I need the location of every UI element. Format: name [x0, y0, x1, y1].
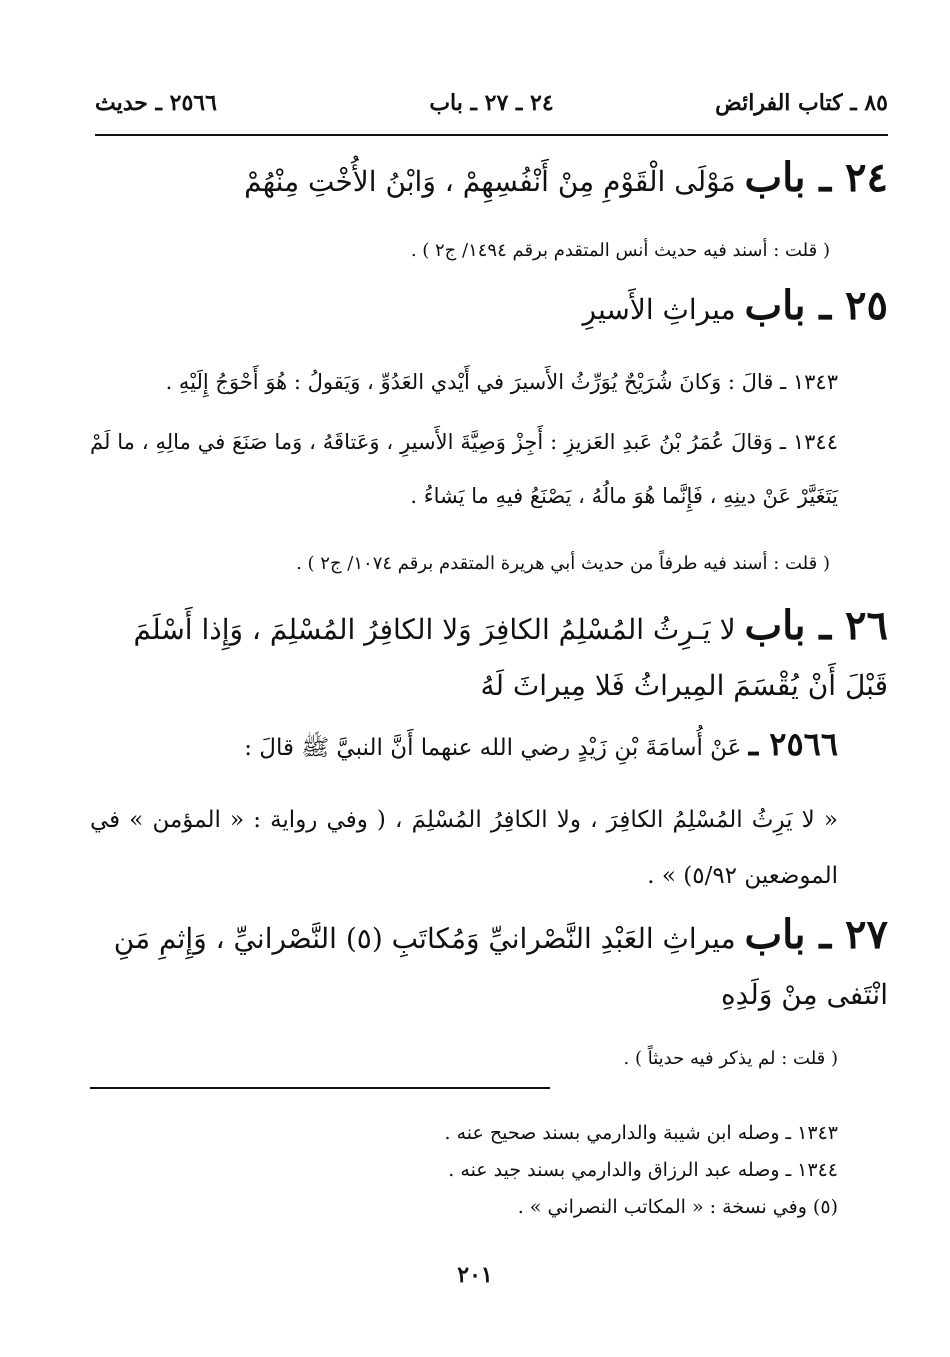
header-book-title: ٨٥ ـ كتاب الفرائض — [715, 90, 888, 116]
chapter-27-title: ميراثِ العَبْدِ النَّصْرانيِّ وَمُكاتَبِ (٥) النَّصْرانيِّ ، وَإِثمِ مَنِ انْتَفى مِنْ وَلَدِهِ — [113, 922, 888, 1011]
header-chapters: ٢٤ ـ ٢٧ ـ باب — [429, 90, 554, 116]
header-hadith-ref: ٢٥٦٦ ـ حديث — [95, 90, 217, 116]
chapter-26-number: ٢٦ ـ باب — [744, 602, 888, 649]
chapter-25-heading — [90, 278, 888, 338]
chapter-27-heading — [90, 907, 888, 1023]
athar-1343: ١٣٤٣ ـ قالَ : وَكانَ شُرَيْحٌ يُوَرِّثُ الأَسيرَ في أَيْدي العَدُوِّ ، وَيَقولُ : هُوَ أَحْوَجُ إِلَيْهِ . — [165, 370, 838, 394]
footnote-1344: ١٣٤٤ ـ وصله عبد الرزاق والدارمي بسند جيد عنه . — [448, 1159, 838, 1181]
header-rule — [95, 134, 888, 136]
chapter-25-title: ميراثِ الأَسيرِ — [582, 293, 736, 326]
chapter-24-number: ٢٤ ـ باب — [744, 154, 888, 201]
chapter-24-heading — [90, 150, 888, 210]
chapter-25-number: ٢٥ ـ باب — [744, 282, 888, 329]
hadith-number: ٢٥٦٦ ـ — [748, 725, 838, 763]
chapter-24-title: مَوْلَى الْقَوْمِ مِنْ أَنْفُسِهِمْ ، وَابْنُ الأُخْتِ مِنْهُمْ — [244, 165, 736, 198]
chapter-24-note: ( قلت : أسند فيه حديث أنس المتقدم برقم ١٤٩٤/ ج٢ ) . — [410, 240, 830, 261]
running-header — [95, 86, 888, 126]
footnote-1343: ١٣٤٣ ـ وصله ابن شيبة والدارمي بسند صحيح عنه . — [444, 1122, 838, 1144]
chapter-26-title: لا يَـرِثُ المُسْلِمُ الكافِرَ وَلا الكافِرُ المُسْلِمَ ، وَإِذا أَسْلَمَ قَبْلَ أَنْ يُقْسَمَ المِيراثُ فَلا مِيراثَ لَهُ — [133, 613, 888, 702]
chapter-27-number: ٢٧ ـ باب — [744, 911, 888, 958]
hadith-isnad: عَنْ أُسامَةَ بْنِ زَيْدٍ رضي الله عنهما أَنَّ النبيَّ ﷺ قالَ : — [244, 735, 742, 761]
footnote-5: (٥) وفي نسخة : « المكاتب النصراني » . — [517, 1196, 838, 1218]
footnote-rule — [90, 1087, 550, 1089]
chapter-25-note: ( قلت : أسند فيه طرفاً من حديث أبي هريرة المتقدم برقم ١٠٧٤/ ج٢ ) . — [296, 553, 830, 574]
hadith-2566-text: « لا يَرِثُ المُسْلِمُ الكافِرَ ، ولا الكافِرُ المُسْلِمَ ، ( وفي رواية : « المؤمن » في الموضعين ٥/٩٢) » . — [90, 807, 838, 889]
chapter-26-heading — [90, 598, 888, 714]
chapter-27-note: ( قلت : لم يذكر فيه حديثاً ) . — [623, 1048, 838, 1069]
hadith-2566-intro — [90, 716, 838, 776]
page-number: ٢٠١ — [457, 1262, 493, 1288]
athar-1344: ١٣٤٤ ـ وَقالَ عُمَرُ بْنُ عَبدِ العَزيزِ : أَجِزْ وَصِيَّةَ الأَسيرِ ، وَعَتاقَهُ ، وَما صَنَعَ في مالِهِ ، ما لَمْ يَتَغَيَّرْ عَنْ دينِهِ ، فَإِنَّما هُوَ مالُهُ ، يَصْنَعُ فيهِ ما يَشاءُ . — [90, 430, 838, 508]
